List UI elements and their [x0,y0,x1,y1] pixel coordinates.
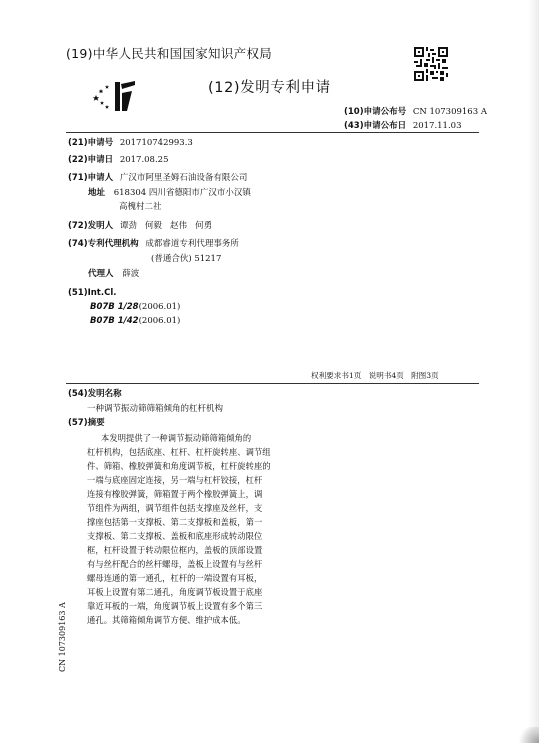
abstract-divider [66,383,479,384]
publication-date: 2017.11.03 [412,121,462,131]
intcl-label: (51)Int.Cl. [68,288,117,298]
page-edge-shadow [528,0,539,743]
qr-code-image [414,47,448,81]
abstract-line: 靠近耳板的一端，角度调节板上设置有多个第三 [87,601,263,611]
page-corner-mark [517,727,539,743]
abstract-line: 耳板上设置有第二通孔，角度调节板设置于底座 [87,587,263,597]
abstract-line: 件、筛箱、橡胶弹簧和角度调节板，杠杆旋转座的 [87,461,271,471]
patent-office-name: (19)中华人民共和国国家知识产权局 [66,46,273,61]
application-date-row [68,155,168,166]
abstract-line: 撑座包括第一支撑板、第二支撑板和盖板，第一 [87,517,263,527]
title-label: (54)发明名称 [68,389,122,399]
inventors: 谭劲 何毅 赵伟 何勇 [119,221,213,231]
abstract-line: 通孔。其筛箱倾角调节方便、维护成本低。 [87,615,246,625]
application-number-row [68,138,193,149]
abstract-line: 杠杆机构，包括底座、杠杆、杠杆旋转座、调节组 [87,447,271,457]
header-divider [66,132,479,133]
abstract-line: 连接有橡胶弹簧，筛箱置于两个橡胶弹簧上，调 [87,489,263,499]
address-line1: 618304 四川省德阳市广汉市小汉镇 [113,188,251,198]
abstract-line: 支撑板、第二支撑板、盖板和底座形成转动限位 [87,531,263,541]
application-number: 201710742993.3 [119,138,193,148]
abstract-label: (57)摘要 [68,418,105,428]
publication-date-label: (43)申请公布日 [344,121,407,131]
applicant-label: (71)申请人 [68,173,114,183]
abstract-line: 节组件为两组，调节组件包括支撑座及丝杆，支 [87,503,263,513]
agent: 薛波 [122,269,140,279]
side-publication-number: CN 107309163 A [58,602,67,672]
ipc-version: (2006.01) [138,302,181,312]
invention-title: 一种调节振动筛筛箱倾角的杠杆机构 [87,404,224,414]
publication-number-row [344,107,487,118]
ipc-code: B07B 1/28 [90,302,139,312]
pages-info: 权利要求书1页 说明书4页 附图3页 [311,371,439,380]
application-number-label: (21)申请号 [68,138,114,148]
inventor-label: (72)发明人 [68,221,114,231]
agent-row [88,269,139,280]
ipc-version: (2006.01) [138,316,181,326]
abstract-line: 本发明提供了一种调节振动筛筛箱倾角的 [101,433,252,443]
publication-date-row [344,121,461,132]
inventor-row [68,221,212,232]
address-line2: 高槐村二社 [119,202,162,212]
address-label: 地址 [88,188,106,198]
address-row [88,188,251,199]
agency-name: 成都睿道专利代理事务所 [145,239,239,249]
publication-number-label: (10)申请公布号 [344,107,407,117]
abstract-line: 螺母连通的第一通孔，杠杆的一端设置有耳板， [87,573,263,583]
abstract-line: 有与丝杆配合的丝杆螺母，盖板上设置有与丝杆 [87,559,263,569]
cnipa-emblem-logo [91,79,137,113]
abstract-line: 一端与底座固定连接，另一端与杠杆铰接，杠杆 [87,475,263,485]
applicant: 广汉市阿里圣姆石油设备有限公司 [119,173,248,183]
agency-label: (74)专利代理机构 [68,239,139,249]
ipc-row-2 [90,316,180,327]
application-date-label: (22)申请日 [68,155,114,165]
publication-number: CN 107309163 A [412,107,487,117]
document-type: (12)发明专利申请 [208,80,331,96]
ipc-code: B07B 1/42 [90,316,139,326]
application-date: 2017.08.25 [119,155,169,165]
ipc-row-1 [90,302,180,313]
abstract-line: 框，杠杆设置于转动限位框内，盖板的顶部设置 [87,545,263,555]
agent-label: 代理人 [88,269,114,279]
agency-row [68,239,239,250]
agency-line2: (普通合伙) 51217 [151,254,222,264]
applicant-row [68,173,247,184]
